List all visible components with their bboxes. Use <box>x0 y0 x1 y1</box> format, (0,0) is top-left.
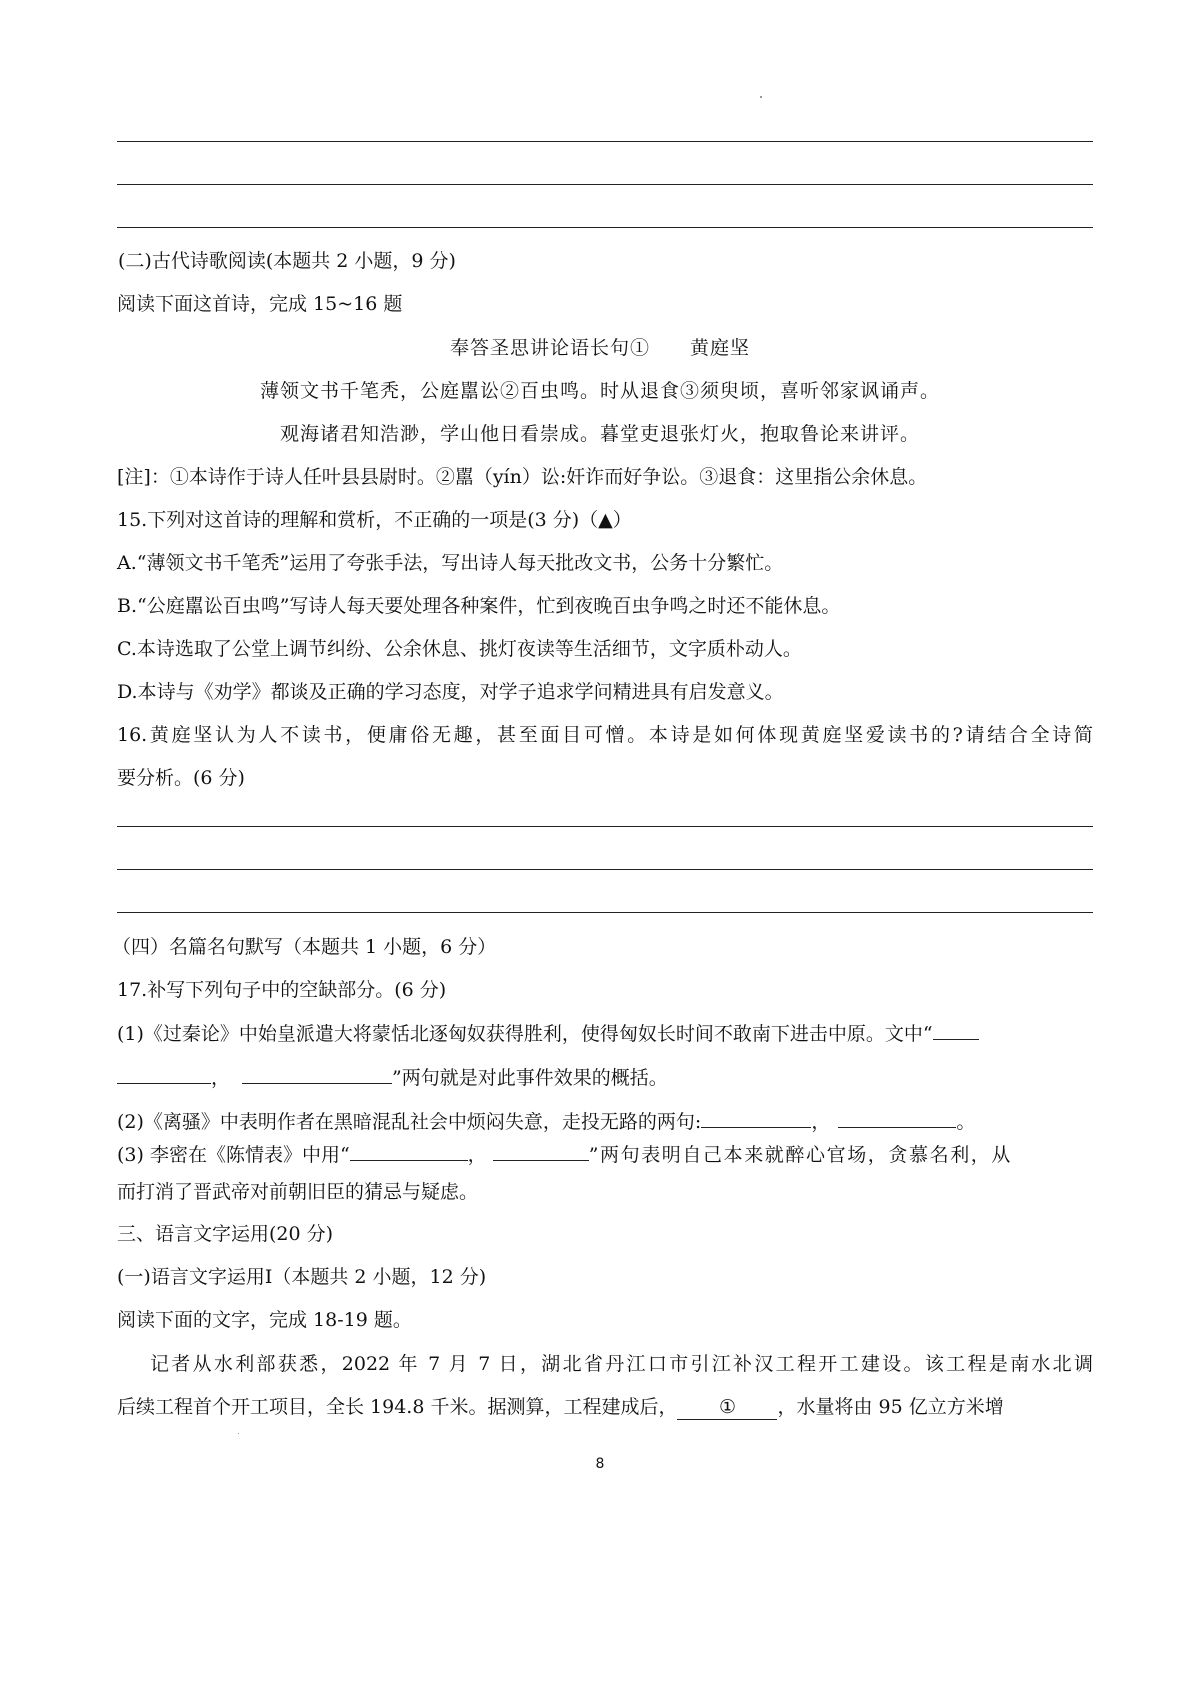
fill-blank[interactable] <box>117 1065 211 1084</box>
q17-1-line-1 <box>117 1021 979 1046</box>
scan-speck <box>760 96 762 98</box>
fill-blank[interactable] <box>933 1021 979 1040</box>
passage-line-2-end: ，水量将由 95 亿立方米增 <box>777 1396 1004 1418</box>
poem-note: [注]：①本诗作于诗人任叶县县尉时。②嚚（yín）讼:奸诈而好争讼。③退食：这里指公余休息。 <box>117 466 928 488</box>
fill-blank[interactable] <box>242 1065 392 1084</box>
page-number: 8 <box>595 1456 605 1472</box>
q17-2-text: (2)《离骚》中表明作者在黑暗混乱社会中烦闷失意，走投无路的两句: <box>117 1111 702 1133</box>
q17-2-separator: ， <box>811 1111 831 1133</box>
q15-option-d[interactable]: D.本诗与《劝学》都谈及正确的学习态度，对学子追求学问精进具有启发意义。 <box>117 681 784 703</box>
section-heading-recitation: （四）名篇名句默写（本题共 1 小题，6 分） <box>112 936 497 958</box>
answer-line[interactable] <box>117 184 1093 185</box>
fill-blank[interactable] <box>701 1109 811 1128</box>
fill-blank[interactable] <box>493 1142 589 1161</box>
fill-blank-1[interactable]: ① <box>677 1395 777 1420</box>
q17-3-ending: ”两句表明自己本来就醉心官场，贪慕名利，从 <box>588 1144 1013 1166</box>
question-15: 15.下列对这首诗的理解和赏析，不正确的一项是(3 分)（▲） <box>117 509 632 531</box>
q17-1-text: (1)《过秦论》中始皇派遣大将蒙恬北逐匈奴获得胜利，使得匈奴长时间不敢南下进击中原。文中“ <box>117 1023 933 1045</box>
answer-line[interactable] <box>117 912 1093 913</box>
question-16-line-1: 16.黄庭坚认为人不读书，便庸俗无趣，甚至面目可憎。本诗是如何体现黄庭坚爱读书的?请结合全诗简 <box>117 724 1093 746</box>
q17-1-separator: ， <box>211 1067 231 1089</box>
poem-line-1: 薄领文书千笔秃，公庭嚚讼②百虫鸣。时从退食③须臾顷，喜听邻家讽诵声。 <box>259 380 940 402</box>
question-16-line-2: 要分析。(6 分) <box>117 767 245 789</box>
sub-heading-language-1: (一)语言文字运用Ⅰ（本题共 2 小题，12 分) <box>117 1266 487 1288</box>
answer-line[interactable] <box>117 141 1093 142</box>
scan-speck <box>238 1433 239 1434</box>
q17-3-line-1 <box>117 1142 1093 1167</box>
q17-3-start: (3) 李密在《陈情表》中用“ <box>117 1144 350 1166</box>
q15-option-a[interactable]: A.“薄领文书千笔秃”运用了夸张手法，写出诗人每天批改文书，公务十分繁忙。 <box>117 552 784 574</box>
answer-line[interactable] <box>117 826 1093 827</box>
language-instruction: 阅读下面的文字，完成 18-19 题。 <box>117 1309 412 1331</box>
passage-line-2 <box>117 1395 1093 1420</box>
poetry-instruction: 阅读下面这首诗，完成 15~16 题 <box>117 293 403 315</box>
q17-1-line-2 <box>117 1065 668 1090</box>
fill-blank[interactable] <box>350 1142 468 1161</box>
q17-2-ending: 。 <box>956 1111 976 1133</box>
poem-line-2: 观海诸君知浩渺，学山他日看崇成。暮堂吏退张灯火，抱取鲁论来讲评。 <box>279 423 920 445</box>
section-heading-language: 三、语言文字运用(20 分) <box>117 1223 334 1245</box>
passage-line-2-start: 后续工程首个开工项目，全长 194.8 千米。据测算，工程建成后， <box>117 1396 678 1418</box>
fill-blank[interactable] <box>838 1109 956 1128</box>
q15-option-b[interactable]: B.“公庭嚚讼百虫鸣”写诗人每天要处理各种案件，忙到夜晚百虫争鸣之时还不能休息。 <box>117 595 841 617</box>
section-heading-poetry: (二)古代诗歌阅读(本题共 2 小题，9 分) <box>118 250 456 272</box>
q15-option-c[interactable]: C.本诗选取了公堂上调节纠纷、公余休息、挑灯夜读等生活细节，文字质朴动人。 <box>117 638 802 660</box>
q17-3-separator: ， <box>467 1144 487 1166</box>
q17-3-line-2: 而打消了晋武帝对前朝旧臣的猜忌与疑虑。 <box>117 1181 479 1203</box>
passage-line-1: 记者从水利部获悉，2022 年 7 月 7 日，湖北省丹江口市引江补汉工程开工建设。该工程是南水北调 <box>150 1353 1093 1375</box>
answer-line[interactable] <box>117 227 1093 228</box>
q17-2-line <box>117 1109 975 1134</box>
poem-title: 奉答圣思讲论语长句① 黄庭坚 <box>449 337 750 359</box>
answer-line[interactable] <box>117 869 1093 870</box>
question-17: 17.补写下列句子中的空缺部分。(6 分) <box>117 979 447 1001</box>
q17-1-ending: ”两句就是对此事件效果的概括。 <box>392 1067 668 1089</box>
